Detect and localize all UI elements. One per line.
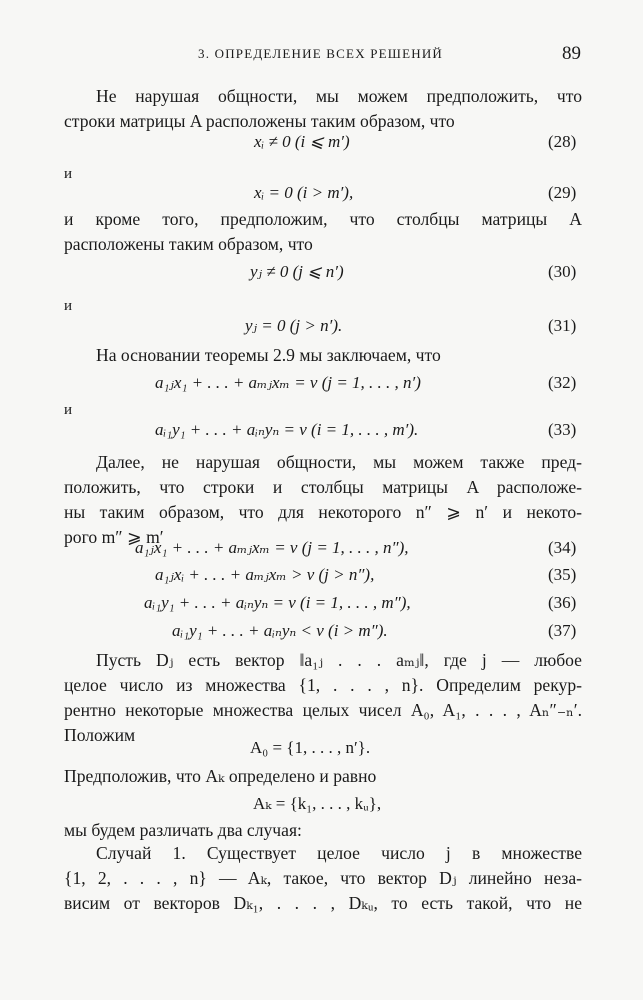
- conjunction: и: [64, 402, 73, 418]
- equation-number-35: (35): [548, 565, 577, 584]
- paragraph-3: [64, 343, 582, 368]
- text-line: ны таким образом, что для некоторого n″ ⩾ n′ и некото-: [64, 502, 582, 522]
- equation-31: yⱼ = 0 (j > n′).: [245, 316, 343, 335]
- text-line: висим от векторов Dₖ₁, . . . , Dₖᵤ, то есть такой, что не: [64, 893, 582, 913]
- equation-35: a₁ⱼxᵢ + . . . + aₘⱼxₘ > v (j > n″),: [155, 565, 375, 584]
- equation-37: aᵢ₁y₁ + . . . + aᵢₙyₙ < v (i > m″).: [172, 621, 388, 640]
- equation-a0: A₀ = {1, . . . , n′}.: [250, 738, 371, 757]
- paragraph-7: [64, 818, 582, 843]
- text-line: Не нарушая общности, мы можем предположить, что: [96, 86, 582, 106]
- text-line: Случай 1. Существует целое число j в множестве: [96, 843, 582, 863]
- text-line: и кроме того, предположим, что столбцы матрицы A: [64, 209, 582, 229]
- equation-number-37: (37): [548, 621, 577, 640]
- paragraph-6: [64, 764, 582, 789]
- equation-28: xᵢ ≠ 0 (i ⩽ m′): [254, 132, 350, 151]
- equation-32: a₁ⱼx₁ + . . . + aₘⱼxₘ = v (j = 1, . . . , n′): [155, 373, 421, 392]
- paragraph-1: [64, 84, 582, 134]
- page-number: 89: [562, 43, 581, 64]
- paragraph-2: [64, 207, 582, 257]
- equation-36: aᵢ₁y₁ + . . . + aᵢₙyₙ = v (i = 1, . . . , m″),: [144, 593, 411, 612]
- equation-number-31: (31): [548, 316, 577, 335]
- text-line: Предположив, что Aₖ определено и равно: [64, 766, 377, 786]
- equation-number-33: (33): [548, 420, 577, 439]
- equation-number-32: (32): [548, 373, 577, 392]
- running-title: 3. ОПРЕДЕЛЕНИЕ ВСЕХ РЕШЕНИЙ: [198, 46, 444, 61]
- text-line: рого m″ ⩾ m′: [64, 527, 164, 547]
- equation-ak: Aₖ = {k₁, . . . , kᵤ},: [253, 794, 382, 813]
- text-line: положить, что строки и столбцы матрицы A расположе-: [64, 477, 582, 497]
- text-line: расположены таким образом, что: [64, 234, 313, 254]
- text-line: строки матрицы A расположены таким образом, что: [64, 111, 455, 131]
- text-line: рентно некоторые множества целых чисел A₀, A₁, . . . , Aₙ″₋ₙ′.: [64, 700, 582, 720]
- equation-number-29: (29): [548, 183, 577, 202]
- paragraph-4: [64, 450, 582, 550]
- paragraph-8: [64, 841, 582, 916]
- equation-29: xᵢ = 0 (i > m′),: [254, 183, 354, 202]
- text-line: мы будем различать два случая:: [64, 820, 302, 840]
- equation-30: yⱼ ≠ 0 (j ⩽ n′): [250, 262, 344, 281]
- equation-number-28: (28): [548, 132, 577, 151]
- conjunction: и: [64, 166, 73, 182]
- equation-34: a₁ⱼx₁ + . . . + aₘⱼxₘ = v (j = 1, . . . , n″),: [135, 538, 409, 557]
- text-line: Далее, не нарушая общности, мы можем также пред-: [96, 452, 582, 472]
- text-line: {1, 2, . . . , n} — Aₖ, такое, что вектор Dⱼ линейно неза-: [64, 868, 582, 888]
- text-line: Пусть Dⱼ есть вектор ‖a₁ⱼ . . . aₘⱼ‖, где j — любое: [96, 650, 582, 670]
- text-line: Положим: [64, 725, 136, 745]
- conjunction: и: [64, 298, 73, 314]
- equation-number-34: (34): [548, 538, 577, 557]
- paragraph-5: [64, 648, 582, 748]
- equation-number-30: (30): [548, 262, 577, 281]
- equation-33: aᵢ₁y₁ + . . . + aᵢₙyₙ = v (i = 1, . . . , m′).: [155, 420, 419, 439]
- equation-number-36: (36): [548, 593, 577, 612]
- text-line: На основании теоремы 2.9 мы заключаем, что: [96, 345, 441, 365]
- text-line: целое число из множества {1, . . . , n}. Определим рекур-: [64, 675, 582, 695]
